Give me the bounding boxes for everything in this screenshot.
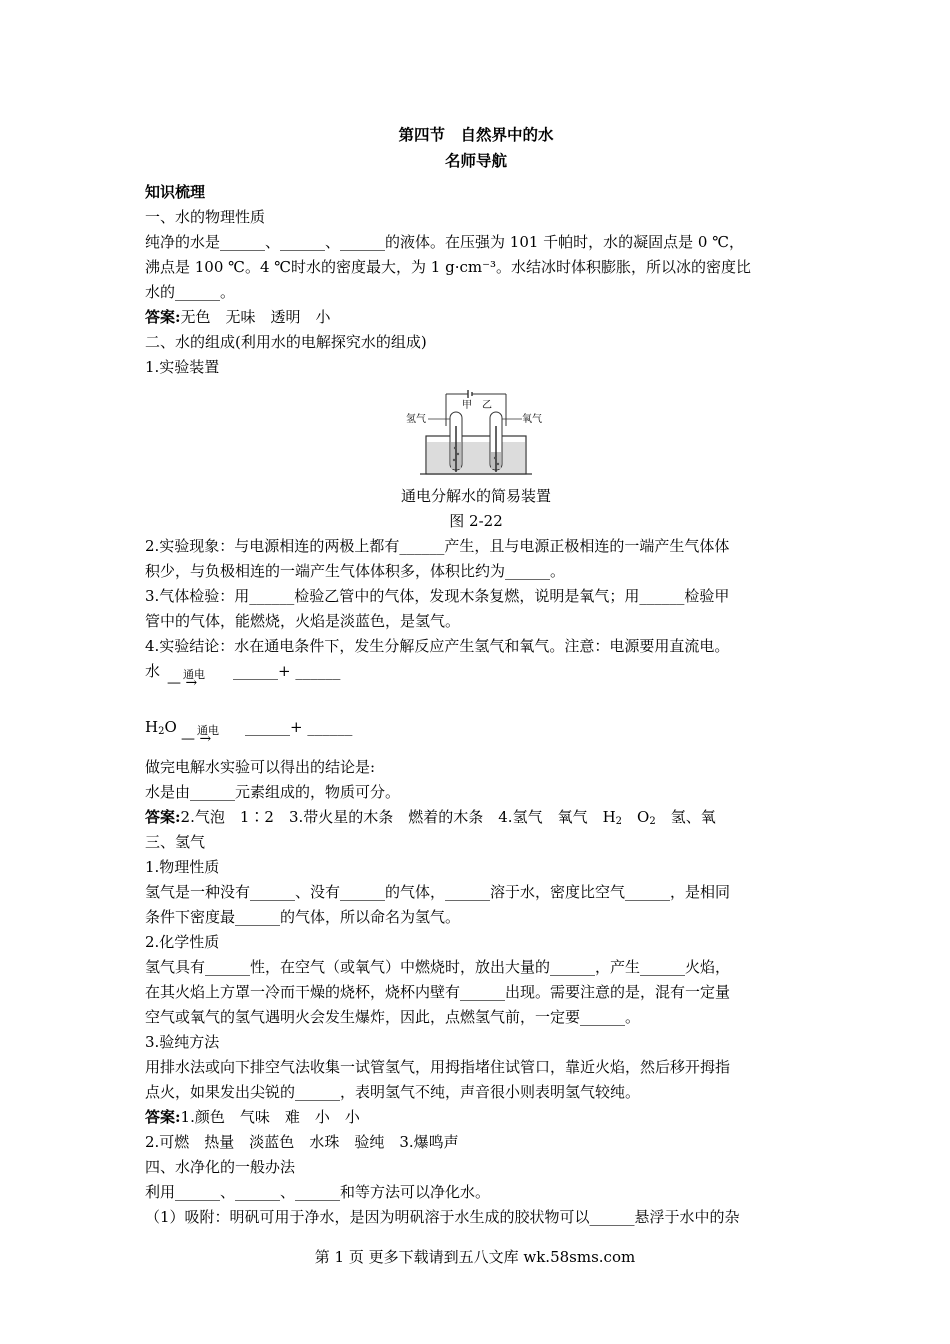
figure-caption: 通电分解水的简易装置 — [400, 487, 551, 505]
part4-line: （1）吸附：明矾可用于净水，是因为明矾溶于水生成的胶状物可以______悬浮于水中的杂 — [145, 1208, 740, 1226]
part2-line: 积少，与负极相连的一端产生气体体积多，体积比约为______。 — [145, 562, 566, 580]
part2-answer — [145, 805, 807, 830]
equation-lhs: 水 — [145, 662, 161, 680]
part3-answer — [145, 1105, 807, 1130]
answer-text: 2.气泡 1∶2 3.带火星的木条 燃着的木条 4.氢气 氧气 H — [180, 808, 616, 826]
part1-line: 纯净的水是______、______、______的液体。在压强为 101 千帕时，水的凝固点是 0 ℃， — [145, 233, 745, 251]
answer-label: 答案: — [145, 1108, 181, 1126]
page-footer: 第 1 页 更多下载请到五八文库 wk.58sms.com — [314, 1248, 636, 1266]
tube-a-label: 甲 — [462, 400, 472, 411]
figure-number: 图 2-22 — [449, 512, 503, 530]
conclusion-line: 做完电解水实验可以得出的结论是: — [145, 758, 376, 776]
equation-lhs: $H_2O$ — [145, 718, 177, 737]
page-title: 第四节 自然界中的水 — [398, 125, 554, 144]
part2-line: 管中的气体，能燃烧，火焰是淡蓝色，是氢气。 — [145, 612, 461, 630]
answer-subscript: 2 — [649, 816, 656, 827]
page-subtitle: 名师导航 — [444, 151, 507, 170]
part3-line: 氢气具有______性，在空气（或氧气）中燃烧时，放出大量的______，产生______火焰， — [145, 958, 731, 976]
part3-sub1: 1.物理性质 — [145, 858, 220, 876]
part2-line: 3.气体检验：用______检验乙管中的气体，发现木条复燃，说明是氧气；用______检验甲 — [145, 587, 730, 605]
equation-condition: 通电 — [197, 724, 219, 737]
electrolysis-figure — [145, 386, 807, 478]
equation-arrow: — → — [167, 675, 198, 691]
section-label: 知识梳理 — [145, 183, 206, 201]
tube-b-label: 乙 — [482, 400, 492, 411]
document-body — [145, 122, 807, 1230]
oxygen-label: 氧气 — [522, 414, 542, 425]
answer-label: 答案: — [145, 808, 181, 826]
part1-heading: 一、水的物理性质 — [145, 208, 266, 226]
part3-line: 点火，如果发出尖锐的______，表明氢气不纯，声音很小则表明氢气较纯。 — [145, 1083, 641, 1101]
part3-sub2: 2.化学性质 — [145, 933, 220, 951]
part1-line: 水的______。 — [145, 283, 236, 301]
part1-line: 沸点是 100 ℃。4 ℃时水的密度最大，为 1 g·cm⁻³。水结冰时体积膨胀，所以冰的密度比 — [145, 258, 752, 276]
part4-line: 利用______、______、______和等方法可以净化水。 — [145, 1183, 491, 1201]
hydrogen-label: 氢气 — [406, 414, 426, 425]
electrolysis-apparatus-diagram — [406, 386, 546, 478]
part3-line: 条件下密度最______的气体，所以命名为氢气。 — [145, 908, 461, 926]
answer-subscript: 2 — [615, 816, 623, 827]
equation-rhs: ______+ ______ — [233, 662, 341, 680]
equation-rhs: ______+ ______ — [245, 718, 353, 736]
answer-label: 答案: — [145, 308, 181, 326]
part2-line: 2.实验现象：与电源相连的两极上都有______产生，且与电源正极相连的一端产生气体体 — [145, 537, 730, 555]
part3-line: 氢气是一种没有______、没有______的气体，______溶于水，密度比空气______，是相同 — [145, 883, 731, 901]
equation-h2o — [145, 715, 807, 755]
part4-heading: 四、水净化的一般办法 — [145, 1158, 296, 1176]
part3-line: 用排水法或向下排空气法收集一试管氢气，用拇指堵住试管口，靠近火焰，然后移开拇指 — [145, 1058, 731, 1076]
equation-arrow: — → — [181, 731, 212, 747]
answer-text: O — [622, 808, 650, 826]
part2-heading: 二、水的组成(利用水的电解探究水的组成) — [145, 333, 427, 351]
equation-water — [145, 659, 807, 699]
part3-heading: 三、氢气 — [145, 833, 206, 851]
answer-text: 无色 无味 透明 小 — [180, 308, 331, 326]
part1-answer — [145, 305, 807, 330]
conclusion-line: 水是由______元素组成的，物质可分。 — [145, 783, 401, 801]
equation-condition: 通电 — [183, 668, 205, 681]
answer-text: 氢、氧 — [655, 808, 716, 826]
part3-line: 空气或氧气的氢气遇明火会发生爆炸，因此，点燃氢气前，一定要______。 — [145, 1008, 641, 1026]
part3-sub3: 3.验纯方法 — [145, 1033, 220, 1051]
answer-text: 1.颜色 气味 难 小 小 — [180, 1108, 360, 1126]
part3-answer-2: 2.可燃 热量 淡蓝色 水珠 验纯 3.爆鸣声 — [145, 1133, 459, 1151]
part2-line: 4.实验结论：水在通电条件下，发生分解反应产生氢气和氧气。注意：电源要用直流电。 — [145, 637, 730, 655]
part2-item1: 1.实验装置 — [145, 358, 220, 376]
part3-line: 在其火焰上方罩一冷而干燥的烧杯，烧杯内壁有______出现。需要注意的是，混有一定量 — [145, 983, 731, 1001]
